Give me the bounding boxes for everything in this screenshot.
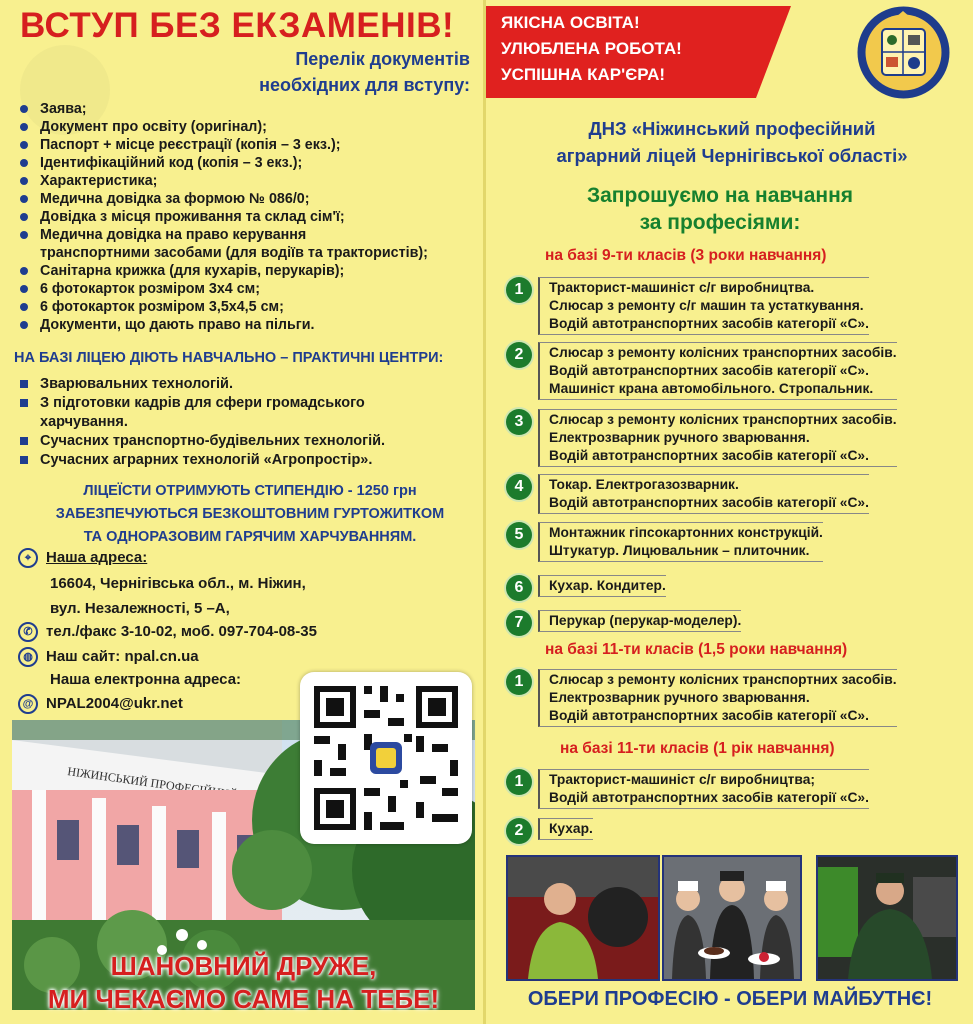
list-item: Ідентифікаційний код (копія – 3 екз.); bbox=[18, 154, 478, 172]
profession-number: 2 bbox=[506, 342, 532, 368]
welcome-message: ШАНОВНИЙ ДРУЖЕ, МИ ЧЕКАЄМО САМЕ НА ТЕБЕ! bbox=[47, 951, 440, 1014]
list-item: Медична довідка на право керування bbox=[18, 226, 478, 244]
profession-number: 5 bbox=[506, 522, 532, 548]
email: @ NPAL2004@ukr.net bbox=[18, 694, 183, 714]
globe-icon: ◍ bbox=[18, 647, 38, 667]
list-item: 6 фотокарток розміром 3,5х4,5 см; bbox=[18, 298, 478, 316]
list-item-continuation: транспортними засобами (для водіїв та трактористів); bbox=[40, 245, 428, 261]
address-line-2: вул. Незалежності, 5 –А, bbox=[50, 600, 230, 617]
list-item: Зварювальних технологій. bbox=[18, 375, 463, 394]
phone-icon: ✆ bbox=[18, 622, 38, 642]
building-sign-text: НІЖИНСЬКИЙ ПРОФЕСІЙНИЙ bbox=[66, 764, 239, 802]
profession-number: 1 bbox=[506, 669, 532, 695]
documents-heading: Перелік документів необхідних для вступу: bbox=[259, 49, 470, 95]
list-item: Санітарна крижка (для кухарів, перукарів); bbox=[18, 262, 478, 280]
list-item: З підготовки кадрів для сфери громадського bbox=[18, 394, 463, 413]
lyceum-emblem-logo bbox=[856, 5, 951, 100]
list-item: Довідка з місця проживання та склад сім'ї; bbox=[18, 208, 478, 226]
banner-text: ЯКІСНА ОСВІТА! УЛЮБЛЕНА РОБОТА! УСПІШНА КАР'ЄРА! bbox=[501, 13, 682, 84]
address-label: ⌖ Наша адреса: bbox=[18, 548, 147, 568]
list-item: Паспорт + місце реєстрації (копія – 3 екз.); bbox=[18, 136, 478, 154]
at-sign-icon: @ bbox=[18, 694, 38, 714]
list-item: Медична довідка за формою № 086/0; bbox=[18, 190, 478, 208]
student-photo-3 bbox=[816, 855, 958, 981]
list-item: Сучасних аграрних технологій «Агропростір». bbox=[18, 451, 463, 470]
website: ◍ Наш сайт: npal.cn.ua bbox=[18, 647, 199, 667]
section-9-classes: на базі 9-ти класів (3 роки навчання) bbox=[545, 247, 827, 264]
list-item: Документ про освіту (оригінал); bbox=[18, 118, 478, 136]
profession-number: 1 bbox=[506, 277, 532, 303]
list-item: 6 фотокарток розміром 3х4 см; bbox=[18, 280, 478, 298]
list-item-continuation: харчування. bbox=[40, 414, 128, 430]
documents-list bbox=[18, 100, 478, 334]
profession-number: 2 bbox=[506, 818, 532, 844]
invitation-heading: Запрошуємо на навчання за професіями: bbox=[586, 184, 854, 234]
list-item: Сучасних транспортно-будівельних технологій. bbox=[18, 432, 463, 451]
profession-number: 1 bbox=[506, 769, 532, 795]
training-centers-list bbox=[18, 375, 463, 470]
profession-number: 7 bbox=[506, 610, 532, 636]
school-name: ДНЗ «Ніжинський професійний аграрний ліцей Чернігівської області» bbox=[556, 118, 908, 166]
student-photo-1 bbox=[506, 855, 660, 981]
qr-code[interactable] bbox=[300, 672, 472, 844]
title-no-exams: ВСТУП БЕЗ ЕКЗАМЕНІВ! bbox=[20, 6, 455, 45]
list-item: Характеристика; bbox=[18, 172, 478, 190]
list-item: Заява; bbox=[18, 100, 478, 118]
profession-number: 3 bbox=[506, 409, 532, 435]
address-line-1: 16604, Чернігівська обл., м. Ніжин, bbox=[50, 575, 306, 592]
training-centers-heading: НА БАЗІ ЛІЦЕЮ ДІЮТЬ НАВЧАЛЬНО – ПРАКТИЧНІ ЦЕНТРИ: bbox=[14, 350, 444, 366]
phone: ✆ тел./факс 3-10-02, моб. 097-704-08-35 bbox=[18, 622, 317, 642]
benefits-text: ЛІЦЕЇСТИ ОТРИМУЮТЬ СТИПЕНДІЮ - 1250 грн ЗАБЕЗПЕЧУЮТЬСЯ БЕЗКОШТОВНИМ ГУРТОЖИТКОМ ТА ОДНОРАЗОВИМ ГАРЯЧИМ ХАРЧУВАННЯМ. bbox=[55, 483, 445, 545]
student-photo-2 bbox=[662, 855, 802, 981]
email-label: Наша електронна адреса: bbox=[50, 671, 242, 688]
closing-slogan: ОБЕРИ ПРОФЕСІЮ - ОБЕРИ МАЙБУТНЄ! bbox=[527, 988, 933, 1010]
profession-number: 6 bbox=[506, 575, 532, 601]
section-11-classes-1-year: на базі 11-ти класів (1 рік навчання) bbox=[560, 740, 835, 757]
section-11-classes-1-5-years: на базі 11-ти класів (1,5 роки навчання) bbox=[545, 641, 848, 658]
list-item: Документи, що дають право на пільги. bbox=[18, 316, 478, 334]
location-pin-icon: ⌖ bbox=[18, 548, 38, 568]
profession-number: 4 bbox=[506, 474, 532, 500]
